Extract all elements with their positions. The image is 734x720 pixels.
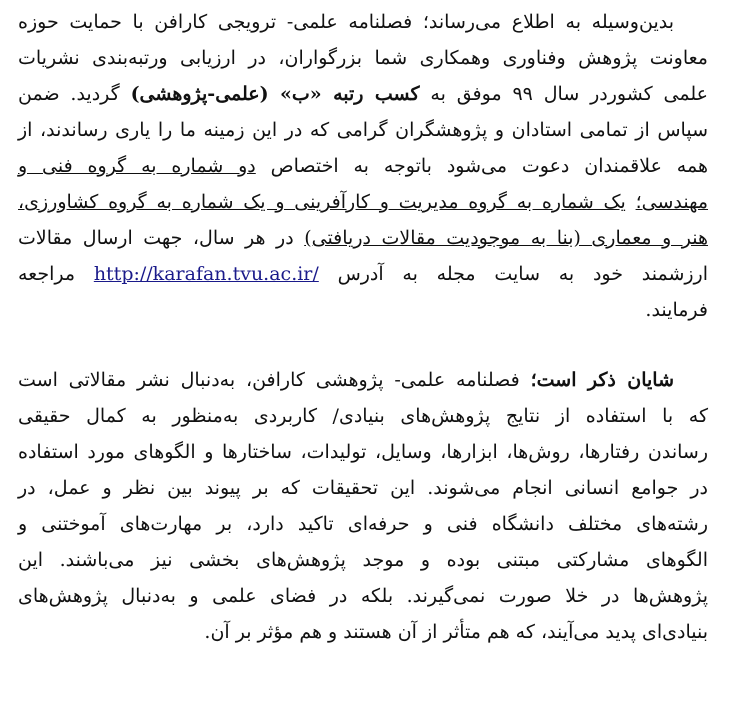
text-span: ارزشمند خود به سایت مجله به آدرس <box>337 263 708 285</box>
text-span: رشته‌های مختلف دانشگاه فنی و حرفه‌ای تاکید دارد، بر مهارت‌های آموختنی و <box>18 513 708 535</box>
text-line <box>0 470 734 506</box>
journal-description-paragraph <box>0 362 734 650</box>
text-line <box>0 76 734 112</box>
text-line <box>0 614 734 650</box>
text-line <box>0 4 734 40</box>
text-span: بدین‌وسیله به اطلاع می‌رساند؛ فصلنامه علمی- ترویجی کارافن با حمایت حوزه <box>18 11 674 33</box>
rank-highlight: کسب رتبه «ب» (علمی-پژوهشی) <box>130 83 420 105</box>
text-span: بنیادی‌ای پدید می‌آیند، که هم متأثر از آن هستند و هم مؤثر بر آن. <box>204 621 708 643</box>
text-span: الگوهای مشارکتی مبتنی بوده و موجد پژوهش‌های بخشی نیز می‌باشند. این <box>18 549 708 571</box>
text-line <box>0 148 734 184</box>
text-line <box>0 362 734 398</box>
underlined-text: یک شماره به گروه مدیریت و کارآفرینی و یک شماره به گروه کشاورزی، <box>18 191 626 213</box>
text-span: رساندن رفتارها، روش‌ها، ابزارها، وسایل، تولیدات، ساختارها و الگوهای مورد استفاده <box>18 441 708 463</box>
text-line <box>0 256 734 292</box>
text-line <box>0 220 734 256</box>
text-span: سپاس از تمامی استادان و پژوهشگران گرامی که در این زمینه ما را یاری رساندند، از <box>18 119 708 141</box>
text-span: معاونت پژوهش وفناوری وهمکاری شما بزرگواران، در ارزیابی ورتبه‌بندی نشریات <box>18 47 708 69</box>
text-span: گردید. ضمن <box>18 83 120 105</box>
note-heading: شایان ذکر است؛ <box>530 369 674 391</box>
text-span: پژوهش‌ها در خلا صورت نمی‌گیرند. بلکه در فضای علمی و به‌دنبال پژوهش‌های <box>18 585 708 607</box>
text-line <box>0 40 734 76</box>
text-span: فصلنامه علمی- پژوهشی کارافن، به‌دنبال نشر مقالاتی است <box>18 369 520 391</box>
text-span: مراجعه <box>18 263 76 285</box>
text-line <box>0 506 734 542</box>
text-line <box>0 578 734 614</box>
underlined-text: هنر و معماری (بنا به موجودیت مقالات دریافتی) <box>304 227 708 249</box>
text-span: که با استفاده از نتایج پژوهش‌های بنیادی/ کاربردی به‌منظور به کمال حقیقی <box>18 405 708 427</box>
text-span: در هر سال، جهت ارسال مقالات <box>18 227 294 249</box>
text-line <box>0 542 734 578</box>
text-span: علمی کشوردر سال ۹۹ موفق به <box>430 83 708 105</box>
text-span: در جوامع انسانی انجام می‌شوند. این تحقیقات که بر پیوند بین نظر و عمل، در <box>18 477 708 499</box>
text-span: فرمایند. <box>645 299 708 321</box>
text-line <box>0 184 734 220</box>
underlined-text: مهندسی؛ <box>635 191 709 213</box>
text-line <box>0 398 734 434</box>
text-line <box>0 292 734 328</box>
underlined-text: دو شماره به گروه فنی و <box>18 155 256 177</box>
announcement-paragraph <box>0 4 734 328</box>
text-span: همه علاقمندان دعوت می‌شود باتوجه به اختصاص <box>270 155 708 177</box>
journal-website-link[interactable]: http://karafan.tvu.ac.ir/ <box>93 263 319 285</box>
text-line <box>0 112 734 148</box>
text-line <box>0 434 734 470</box>
